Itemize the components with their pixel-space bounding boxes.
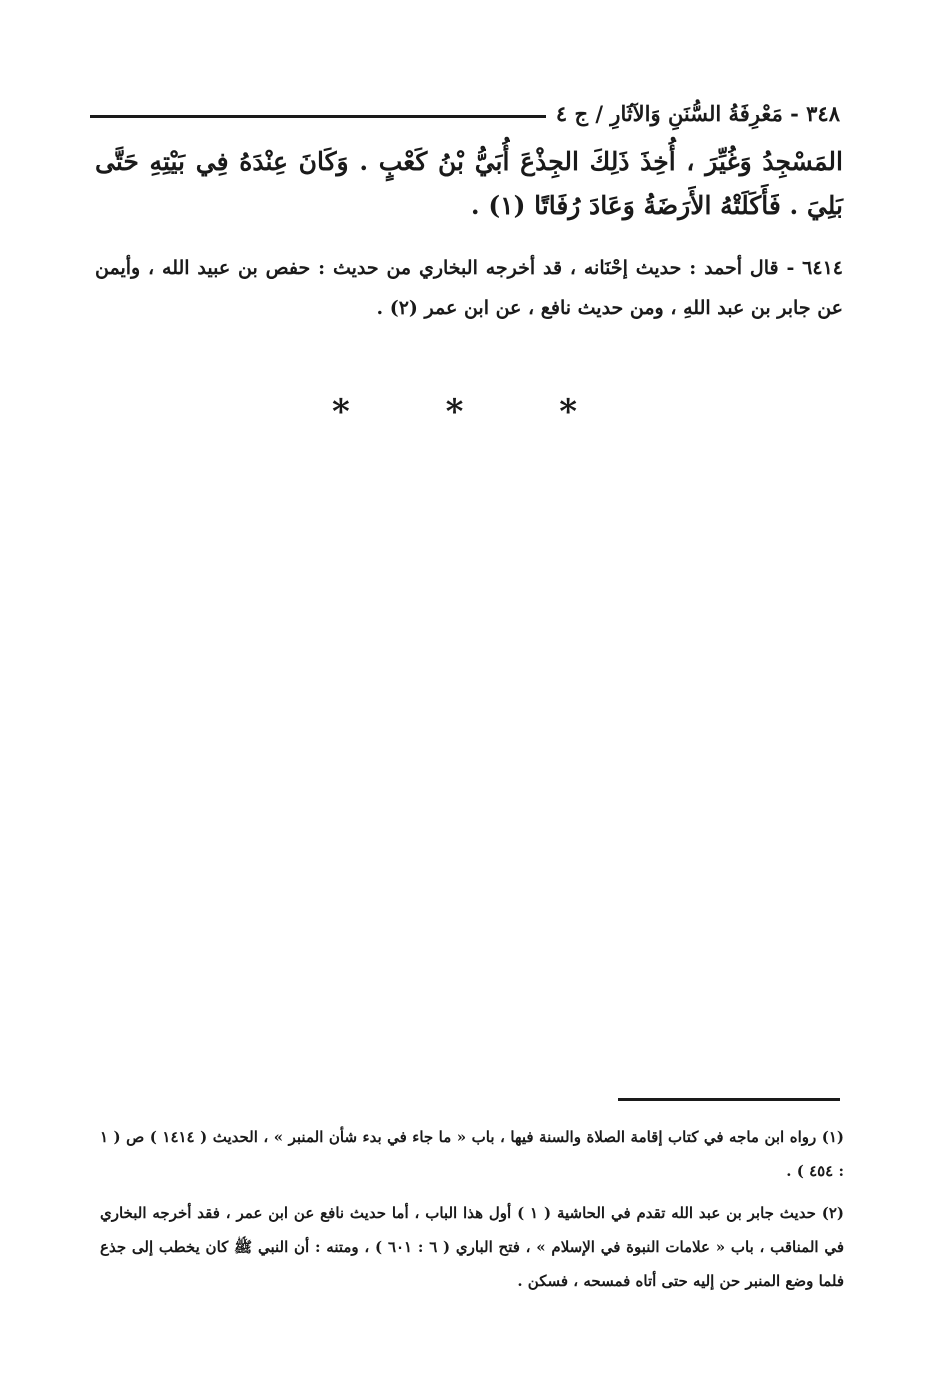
footnotes [100, 1120, 844, 1298]
body-paragraph-6414: ٦٤١٤ - قال أحمد : حديث إحْنَانه ، قد أخرجه البخاري من حديث : حفص بن عبيد الله ، وأيمن عن جابر بن عبد اللهِ ، ومن حديث نافع ، عن ابن عمر (٢) . [95, 257, 843, 319]
footnote-2: (٢) حديث جابر بن عبد الله تقدم في الحاشية ( ١ ) أول هذا الباب ، أما حديث نافع عن ابن عمر ، فقد أخرجه البخاري في المناقب ، باب « علامات النبوة في الإسلام » ، فتح الباري ( ٦ : ٦٠١ ) ، ومتنه : أن النبي ﷺ كان يخطب إلى جذع فلما وضع المنبر حن إليه حتى أتاه فمسحه ، فسكن . [100, 1204, 845, 1290]
running-title: ٣٤٨ - مَعْرِفَةُ السُّنَنِ وَالآثَارِ / ج ٤ [555, 101, 840, 126]
body-paragraph-hadith-text: المَسْجِدُ وَغُيِّرَ ، أُخِذَ ذَلِكَ الجِذْعَ أُبَيُّ بْنُ كَعْبٍ . وَكَانَ عِنْدَهُ فِي بَيْتِهِ حَتَّى بَلِيَ . فَأَكَلَتْهُ الأَرَضَةُ وَعَادَ رُفَاتًا (١) . [95, 147, 843, 220]
footnote-1: (١) رواه ابن ماجه في كتاب إقامة الصلاة والسنة فيها ، باب « ما جاء في بدء شأن المنبر » ، الحديث ( ١٤١٤ ) ص ( ١ : ٤٥٤ ) . [100, 1128, 844, 1180]
footnote-rule [618, 1098, 840, 1101]
header-rule [90, 115, 546, 118]
section-separator: * * * [331, 392, 619, 432]
page-header [90, 84, 840, 124]
